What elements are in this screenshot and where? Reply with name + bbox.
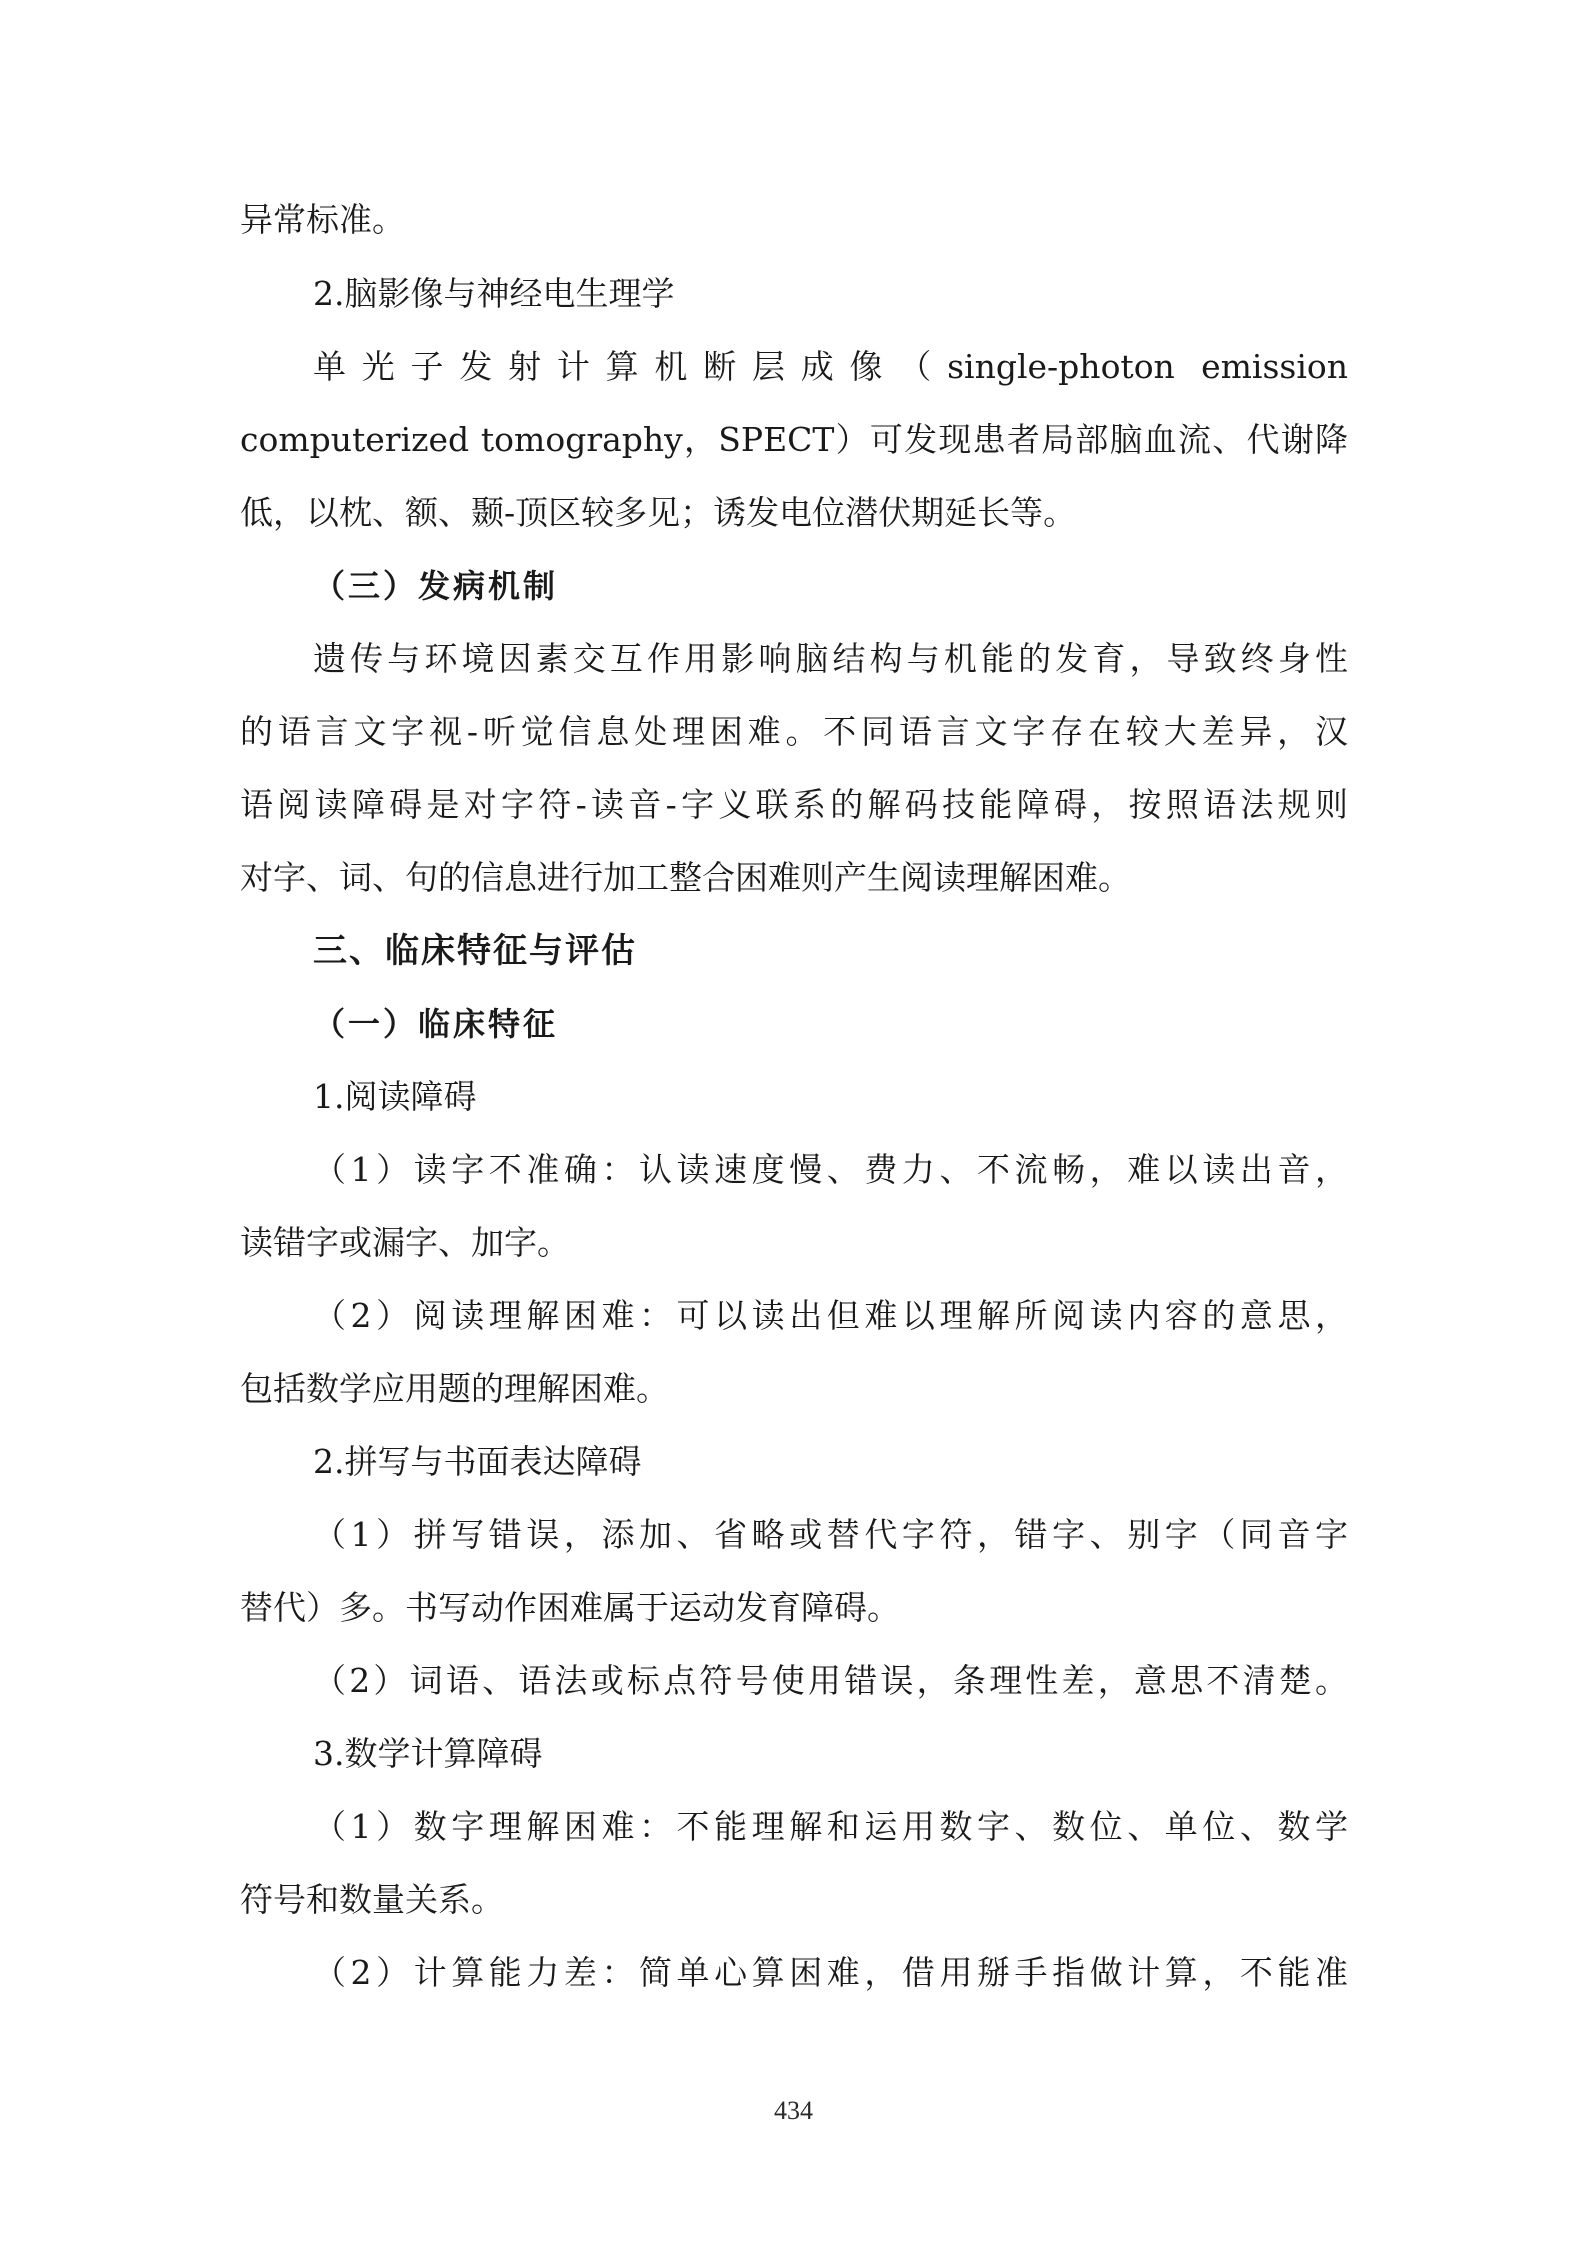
- subsection-heading: 2.脑影像与神经电生理学: [313, 274, 675, 313]
- page-number: 434: [774, 2096, 813, 2125]
- paragraph-line: （2）计算能力差：简单心算困难，借用掰手指做计算，不能准: [313, 1953, 1348, 1992]
- section-heading: （一）临床特征: [313, 1005, 559, 1043]
- paragraph-line: 替代）多。书写动作困难属于运动发育障碍。: [240, 1588, 900, 1627]
- paragraph-line: 单光子发射计算机断层成像（single-photon emission: [313, 347, 1348, 386]
- paragraph-line: computerized tomography，SPECT）可发现患者局部脑血流、代谢降: [240, 420, 1348, 459]
- paragraph-line: 遗传与环境因素交互作用影响脑结构与机能的发育，导致终身性: [313, 639, 1348, 678]
- paragraph-line: 低，以枕、额、颞-顶区较多见；诱发电位潜伏期延长等。: [240, 493, 1077, 532]
- subsection-heading: 1.阅读障碍: [313, 1077, 477, 1116]
- paragraph-line: （1）读字不准确：认读速度慢、费力、不流畅，难以读出音，: [313, 1150, 1348, 1189]
- paragraph-line: （2）阅读理解困难：可以读出但难以理解所阅读内容的意思，: [313, 1296, 1348, 1335]
- paragraph-line: 异常标准。: [240, 200, 405, 239]
- paragraph-line: 包括数学应用题的理解困难。: [240, 1369, 669, 1408]
- paragraph-line: （1）拼写错误，添加、省略或替代字符，错字、别字（同音字: [313, 1515, 1348, 1554]
- paragraph-line: 语阅读障碍是对字符-读音-字义联系的解码技能障碍，按照语法规则: [240, 785, 1348, 824]
- paragraph-line: 的语言文字视-听觉信息处理困难。不同语言文字存在较大差异，汉: [240, 712, 1348, 751]
- paragraph-line: （2）词语、语法或标点符号使用错误，条理性差，意思不清楚。: [313, 1661, 1348, 1700]
- paragraph-line: 读错字或漏字、加字。: [240, 1223, 570, 1262]
- section-heading: （三）发病机制: [313, 567, 559, 605]
- subsection-heading: 2.拼写与书面表达障碍: [313, 1442, 642, 1481]
- subsection-heading: 3.数学计算障碍: [313, 1734, 543, 1773]
- paragraph-line: 对字、词、句的信息进行加工整合困难则产生阅读理解困难。: [240, 858, 1131, 897]
- paragraph-line: 符号和数量关系。: [240, 1880, 504, 1919]
- chapter-heading: 三、临床特征与评估: [313, 931, 637, 971]
- paragraph-line: （1）数字理解困难：不能理解和运用数字、数位、单位、数学: [313, 1807, 1348, 1846]
